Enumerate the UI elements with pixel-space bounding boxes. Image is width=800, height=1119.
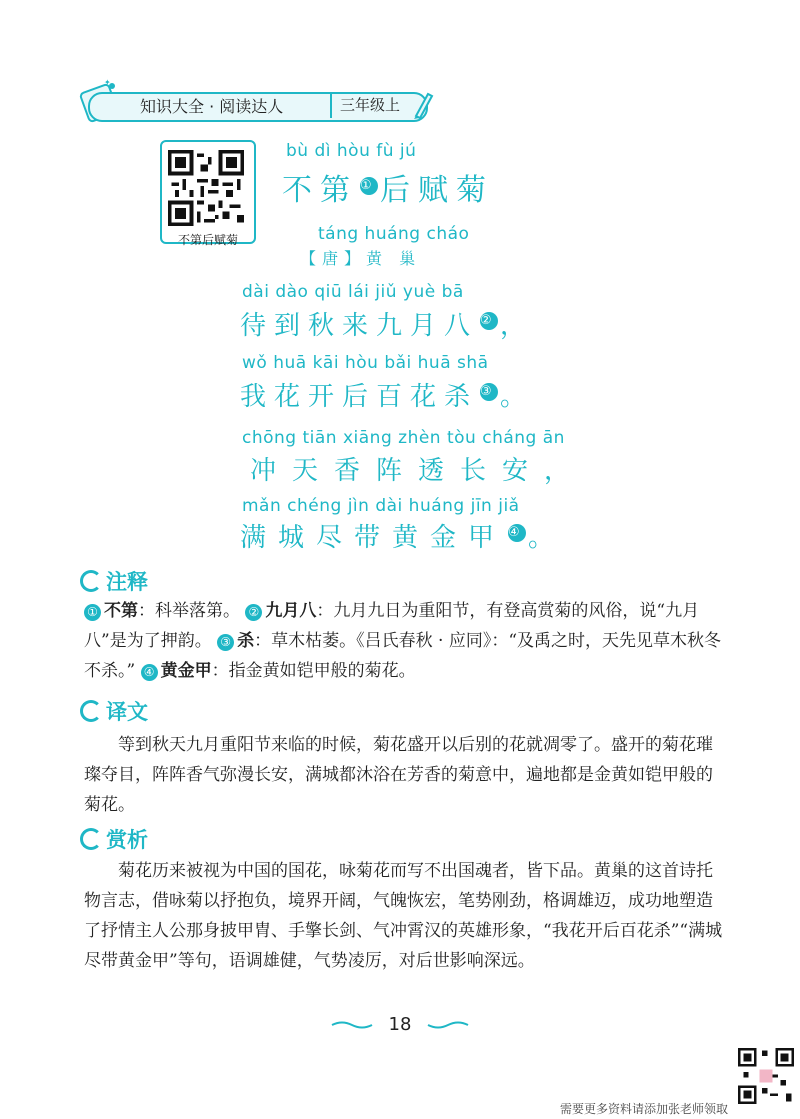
- book-title: 知识大全 · 阅读达人: [140, 97, 284, 116]
- line-2-punct: 。: [500, 382, 535, 412]
- note-num-4: ④: [141, 664, 158, 681]
- note-term-3: 杀: [237, 631, 255, 651]
- title-part-b: 后赋菊: [380, 173, 494, 208]
- line-1-pinyin: dài dào qiū lái jiǔ yuè bā: [242, 282, 464, 302]
- poem-line-4: [240, 517, 566, 554]
- note-num-1: ①: [84, 604, 101, 621]
- grade-label: 三年级上: [330, 92, 408, 118]
- appreciation-text: 菊花历来被视为中国的国花，咏菊花而写不出国魂者，皆下品。黄巢的这首诗托物言志，借咏菊以抒抱负，境界开阔，气魄恢宏，笔势刚劲，格调雄迈，成功地塑造了抒情主人公那身披甲胄、手擎长剑、气冲霄汉的英雄形象，“我花开后百花杀”“满城尽带黄金甲”等句，语调雄健，气势凌厉，对后世影响深远。: [84, 861, 723, 971]
- translation-text: 等到秋天九月重阳节来临的时候，菊花盛开以后别的花就凋零了。盛开的菊花璀璨夺目，阵阵香气弥漫长安，满城都沐浴在芳香的菊意中，遍地都是金黄如铠甲般的菊花。: [84, 735, 713, 815]
- author-pinyin: táng huáng cháo: [318, 224, 470, 244]
- note-def-1: ：科举落第。: [138, 601, 240, 621]
- translation-body: [84, 730, 724, 820]
- notes-heading-label: 注释: [106, 570, 148, 594]
- appreciation-heading-label: 赏析: [106, 828, 148, 852]
- notes-heading: [80, 566, 148, 596]
- line-2-text: 我花开后百花杀: [240, 382, 479, 412]
- ornament-right-icon: [426, 1020, 470, 1030]
- translation-heading: [80, 696, 148, 726]
- poem-title: [282, 165, 494, 209]
- section-swirl-icon: [80, 828, 102, 850]
- pen-icon: [410, 88, 436, 120]
- author: 【唐】黄 巢: [300, 249, 422, 268]
- note-num-3: ③: [217, 634, 234, 651]
- translation-heading-label: 译文: [106, 700, 148, 724]
- qr-code-icon[interactable]: [168, 150, 244, 226]
- line-2-pinyin: wǒ huā kāi hòu bǎi huā shā: [242, 353, 489, 373]
- qr-caption: 不第后赋菊: [177, 233, 238, 247]
- line-1-text: 待到秋来九月八: [240, 311, 479, 341]
- line-4-punct: 。: [528, 523, 567, 553]
- appreciation-heading: [80, 824, 148, 854]
- poem-line-1: [240, 305, 534, 342]
- note-def-4: ：指金黄如铠甲般的菊花。: [211, 661, 416, 681]
- title-pinyin: bù dì hòu fù jú: [286, 141, 417, 161]
- note-term-1: 不第: [104, 601, 138, 621]
- note-num-2: ②: [245, 604, 262, 621]
- appreciation-body: [84, 856, 724, 976]
- line-3-punct: ，: [544, 456, 587, 486]
- line-4-pinyin: mǎn chéng jìn dài huáng jīn jiǎ: [242, 496, 520, 516]
- line-4-text: 满城尽带黄金甲: [240, 523, 507, 553]
- note-marker-1: ①: [360, 178, 380, 193]
- ornament-left-icon: [330, 1020, 374, 1030]
- corner-note: 需要更多资料请添加张老师领取: [560, 1102, 729, 1116]
- note-marker-2: ②: [480, 313, 500, 329]
- note-marker-4: ④: [508, 525, 532, 541]
- line-3-text: 冲天香阵透长安: [250, 456, 545, 486]
- line-3-pinyin: chōng tiān xiāng zhèn tòu cháng ān: [242, 428, 565, 448]
- note-def-3: ：草木枯萎。《吕氏春秋 · 应同》：“及禹之时，天先见草木秋冬不杀。”: [84, 631, 722, 681]
- note-marker-3: ③: [480, 384, 500, 400]
- section-swirl-icon: [80, 700, 102, 722]
- page-number: 18: [388, 1014, 412, 1035]
- corner-qr-code-icon[interactable]: [738, 1048, 794, 1104]
- line-1-punct: ，: [500, 311, 535, 341]
- poem-line-3: [250, 450, 586, 487]
- title-part-a: 不第: [282, 173, 358, 208]
- poem-line-2: [240, 376, 534, 413]
- notes-body: [84, 596, 724, 686]
- note-term-2: 九月八: [265, 601, 317, 621]
- note-def-2: ：九月九日为重阳节，有登高赏菊的风俗，说“九月八”是为了押韵。: [84, 601, 700, 651]
- note-term-4: 黄金甲: [160, 661, 212, 681]
- svg-text:✦: ✦: [104, 78, 111, 87]
- section-swirl-icon: [80, 570, 102, 592]
